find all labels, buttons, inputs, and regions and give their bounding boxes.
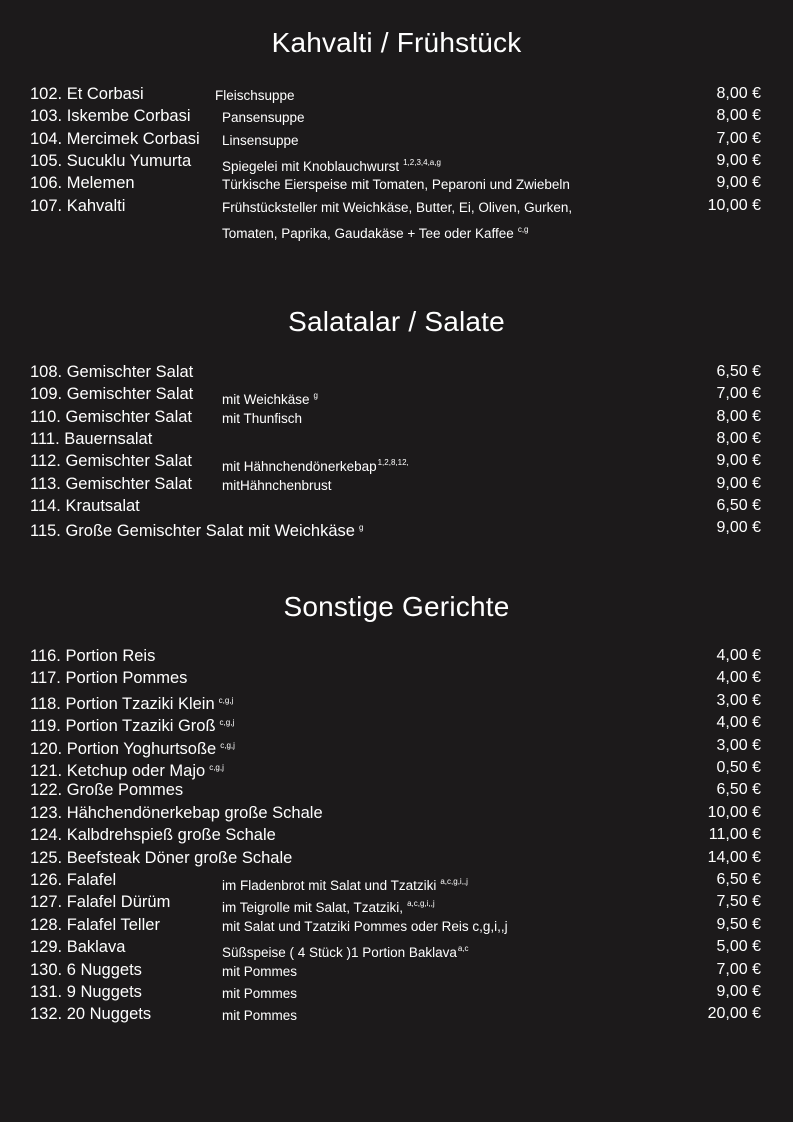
item-description-text: mit Pommes bbox=[222, 1008, 298, 1024]
item-name-text: 113. Gemischter Salat bbox=[30, 474, 193, 493]
menu-item bbox=[0, 83, 793, 105]
item-price: 10,00 € bbox=[707, 196, 761, 214]
item-name-text: 115. Große Gemischter Salat mit Weichkäse bbox=[30, 522, 355, 541]
item-name-text: 128. Falafel Teller bbox=[30, 915, 160, 934]
item-name-text: 102. Et Corbasi bbox=[30, 85, 144, 103]
item-description-text: mit Pommes bbox=[222, 986, 298, 1001]
menu-item bbox=[0, 172, 793, 194]
item-price: 9,00 € bbox=[716, 151, 761, 169]
section-title-sonstige-gerichte: Sonstige Gerichte bbox=[283, 591, 510, 622]
menu-item bbox=[0, 690, 793, 712]
item-name bbox=[30, 517, 363, 542]
menu-item bbox=[0, 450, 793, 475]
item-price: 5,00 € bbox=[716, 938, 761, 956]
menu-item bbox=[0, 150, 793, 172]
allergen-codes: c,g,j bbox=[218, 695, 234, 705]
item-description-text: im Fladenbrot mit Salat und Tzatziki bbox=[222, 878, 437, 893]
item-price: 7,00 € bbox=[716, 129, 761, 147]
item-price: 9,00 € bbox=[716, 519, 761, 537]
menu-item bbox=[0, 361, 793, 383]
allergen-codes: a,c bbox=[457, 944, 469, 954]
item-name bbox=[30, 383, 193, 405]
item-description-text: Süßspeise ( 4 Stück )1 Portion Baklava bbox=[222, 945, 457, 961]
menu-item bbox=[0, 517, 793, 539]
item-name bbox=[30, 495, 140, 517]
item-description-text: Fleischsuppe bbox=[215, 88, 295, 103]
allergen-codes: a,c,g,i,,j bbox=[440, 877, 468, 886]
item-name bbox=[30, 1003, 151, 1025]
item-description-text: mitHähnchenbrust bbox=[222, 477, 332, 493]
menu-item bbox=[0, 735, 793, 757]
item-price: 4,00 € bbox=[716, 669, 761, 687]
item-name bbox=[30, 914, 160, 936]
item-description-text: Spiegelei mit Knoblauchwurst bbox=[222, 158, 400, 174]
menu-item bbox=[0, 1003, 793, 1025]
item-description bbox=[222, 107, 305, 129]
item-name bbox=[30, 645, 155, 667]
item-description bbox=[222, 1005, 297, 1027]
menu-item bbox=[0, 914, 793, 936]
item-price: 7,00 € bbox=[716, 385, 761, 403]
item-description-text: mit Weichkäse bbox=[222, 392, 310, 408]
item-name bbox=[30, 195, 125, 217]
allergen-codes: g bbox=[313, 391, 318, 401]
item-name-text: 111. Bauernsalat bbox=[30, 429, 153, 448]
menu-item bbox=[0, 428, 793, 450]
menu-item bbox=[0, 495, 793, 517]
menu-item bbox=[0, 824, 793, 846]
item-description bbox=[222, 961, 297, 983]
item-description-text: mit Pommes bbox=[222, 963, 298, 979]
item-name bbox=[30, 473, 192, 495]
menu-item bbox=[0, 667, 793, 689]
allergen-codes: c,g bbox=[517, 224, 529, 234]
allergen-codes: c,g,j bbox=[220, 740, 235, 750]
item-name-text: 107. Kahvalti bbox=[30, 196, 126, 215]
item-name-text: 129. Baklava bbox=[30, 938, 126, 957]
item-name-text: 120. Portion Yoghurtsoße bbox=[30, 739, 217, 758]
item-name-text: 105. Sucuklu Yumurta bbox=[30, 151, 192, 170]
item-name-text: 127. Falafel Dürüm bbox=[30, 893, 171, 912]
item-name-text: 114. Krautsalat bbox=[30, 496, 140, 515]
item-name bbox=[30, 802, 323, 824]
item-description bbox=[215, 85, 295, 107]
item-price: 11,00 € bbox=[708, 826, 761, 844]
item-name bbox=[30, 450, 192, 472]
item-price: 4,00 € bbox=[716, 647, 761, 664]
item-name-text: 130. 6 Nuggets bbox=[30, 960, 142, 979]
menu-item bbox=[0, 779, 793, 801]
menu-item bbox=[0, 869, 793, 891]
item-price: 14,00 € bbox=[707, 848, 761, 866]
item-price: 8,00 € bbox=[716, 429, 761, 447]
item-name-text: 122. Große Pommes bbox=[30, 781, 184, 800]
item-name-text: 108. Gemischter Salat bbox=[30, 363, 194, 381]
item-description-text: mit Salat und Tzatziki Pommes oder Reis c,g,i,,j bbox=[222, 918, 508, 934]
item-name-text: 121. Ketchup oder Majo bbox=[30, 762, 206, 780]
menu-item bbox=[0, 645, 793, 667]
item-name bbox=[30, 105, 191, 127]
item-price: 9,50 € bbox=[716, 915, 761, 933]
item-name bbox=[30, 172, 135, 194]
item-name bbox=[30, 128, 200, 150]
item-name bbox=[30, 757, 224, 782]
item-description-text: Tomaten, Paprika, Gaudakäse + Tee oder Kaffee bbox=[222, 225, 514, 241]
item-name-text: 124. Kalbdrehspieß große Schale bbox=[30, 826, 276, 845]
menu-item bbox=[0, 128, 793, 150]
menu-item bbox=[0, 217, 793, 239]
item-price: 6,50 € bbox=[716, 781, 761, 799]
allergen-codes: g bbox=[358, 523, 364, 533]
item-price: 3,00 € bbox=[716, 691, 761, 709]
item-name bbox=[30, 428, 152, 450]
item-description bbox=[222, 916, 508, 938]
item-description-text: Linsensuppe bbox=[222, 132, 299, 148]
section-title-fruehstueck: Kahvalti / Frühstück bbox=[271, 27, 522, 58]
item-description bbox=[222, 475, 332, 497]
item-name-text: 118. Portion Tzaziki Klein bbox=[30, 694, 215, 713]
item-name bbox=[30, 735, 235, 760]
item-description-text: mit Thunfisch bbox=[222, 410, 303, 426]
menu-item bbox=[0, 757, 793, 779]
item-name bbox=[30, 712, 234, 737]
item-name bbox=[30, 981, 142, 1003]
item-description-text: Frühstücksteller mit Weichkäse, Butter, Ei, Oliven, Gurken, bbox=[222, 199, 573, 215]
item-price: 4,00 € bbox=[716, 714, 761, 732]
item-description-text: Türkische Eierspeise mit Tomaten, Peparoni und Zwiebeln bbox=[222, 177, 570, 193]
menu-item bbox=[0, 891, 793, 916]
menu-item bbox=[0, 105, 793, 127]
menu-item bbox=[0, 195, 793, 217]
item-price: 0,50 € bbox=[716, 759, 761, 776]
item-description-text: mit Hähnchendönerkebap bbox=[222, 459, 377, 475]
item-name bbox=[30, 83, 144, 105]
item-name-text: 104. Mercimek Corbasi bbox=[30, 129, 200, 148]
menu-item bbox=[0, 712, 793, 734]
item-name bbox=[30, 847, 292, 869]
item-price: 20,00 € bbox=[707, 1005, 761, 1023]
item-price: 9,00 € bbox=[716, 174, 761, 192]
item-price: 7,50 € bbox=[716, 893, 761, 911]
item-name bbox=[30, 779, 183, 801]
item-name bbox=[30, 406, 192, 428]
item-name-text: 112. Gemischter Salat bbox=[30, 452, 193, 471]
allergen-codes: 1,2,8,12, bbox=[377, 458, 409, 468]
item-name-text: 131. 9 Nuggets bbox=[30, 983, 142, 1001]
menu-item bbox=[0, 936, 793, 961]
item-name bbox=[30, 869, 116, 891]
item-description bbox=[222, 408, 302, 430]
item-description bbox=[222, 219, 529, 245]
item-description bbox=[222, 983, 297, 1005]
item-price: 8,00 € bbox=[716, 107, 761, 125]
item-price: 6,50 € bbox=[716, 363, 761, 380]
allergen-codes: 1,2,3,4,a,g bbox=[403, 157, 441, 167]
section-title-salate: Salatalar / Salate bbox=[288, 306, 505, 337]
allergen-codes: c,g,j bbox=[209, 763, 224, 772]
menu-item bbox=[0, 981, 793, 1003]
item-name-text: 110. Gemischter Salat bbox=[30, 407, 193, 426]
item-name bbox=[30, 936, 125, 958]
menu-item bbox=[0, 802, 793, 824]
item-name bbox=[30, 150, 191, 172]
item-name bbox=[30, 891, 170, 913]
allergen-codes: c,g,j bbox=[219, 718, 235, 728]
item-price: 6,50 € bbox=[716, 871, 761, 888]
item-name-text: 132. 20 Nuggets bbox=[30, 1005, 152, 1024]
item-name bbox=[30, 361, 193, 383]
menu-item bbox=[0, 406, 793, 428]
item-name-text: 106. Melemen bbox=[30, 174, 135, 193]
item-description bbox=[222, 130, 299, 152]
item-price: 7,00 € bbox=[716, 960, 761, 978]
item-name-text: 116. Portion Reis bbox=[30, 647, 156, 665]
menu-item bbox=[0, 383, 793, 408]
item-name-text: 109. Gemischter Salat bbox=[30, 385, 194, 404]
item-description bbox=[222, 174, 570, 196]
item-description bbox=[222, 197, 572, 219]
item-name-text: 123. Hähchendönerkebap große Schale bbox=[30, 803, 323, 822]
item-price: 9,00 € bbox=[716, 474, 761, 492]
menu-item bbox=[0, 959, 793, 981]
item-name-text: 126. Falafel bbox=[30, 871, 117, 889]
item-name bbox=[30, 667, 187, 689]
item-name bbox=[30, 690, 233, 715]
item-price: 10,00 € bbox=[707, 803, 761, 821]
item-name-text: 125. Beefsteak Döner große Schale bbox=[30, 848, 293, 867]
item-price: 9,00 € bbox=[716, 983, 761, 1000]
item-price: 3,00 € bbox=[716, 736, 761, 754]
item-price: 8,00 € bbox=[716, 407, 761, 425]
item-name-text: 117. Portion Pommes bbox=[30, 669, 188, 688]
item-name bbox=[30, 959, 142, 981]
item-price: 6,50 € bbox=[716, 496, 761, 514]
menu-item bbox=[0, 847, 793, 869]
item-price: 9,00 € bbox=[716, 452, 761, 470]
item-name bbox=[30, 824, 276, 846]
item-description-text: im Teigrolle mit Salat, Tzatziki, bbox=[222, 900, 404, 916]
menu-item bbox=[0, 473, 793, 495]
item-name-text: 119. Portion Tzaziki Groß bbox=[30, 717, 216, 736]
allergen-codes: a,c,g,i,,j bbox=[407, 899, 435, 909]
item-name-text: 103. Iskembe Corbasi bbox=[30, 107, 191, 126]
item-description-text: Pansensuppe bbox=[222, 110, 305, 126]
item-price: 8,00 € bbox=[716, 85, 761, 102]
